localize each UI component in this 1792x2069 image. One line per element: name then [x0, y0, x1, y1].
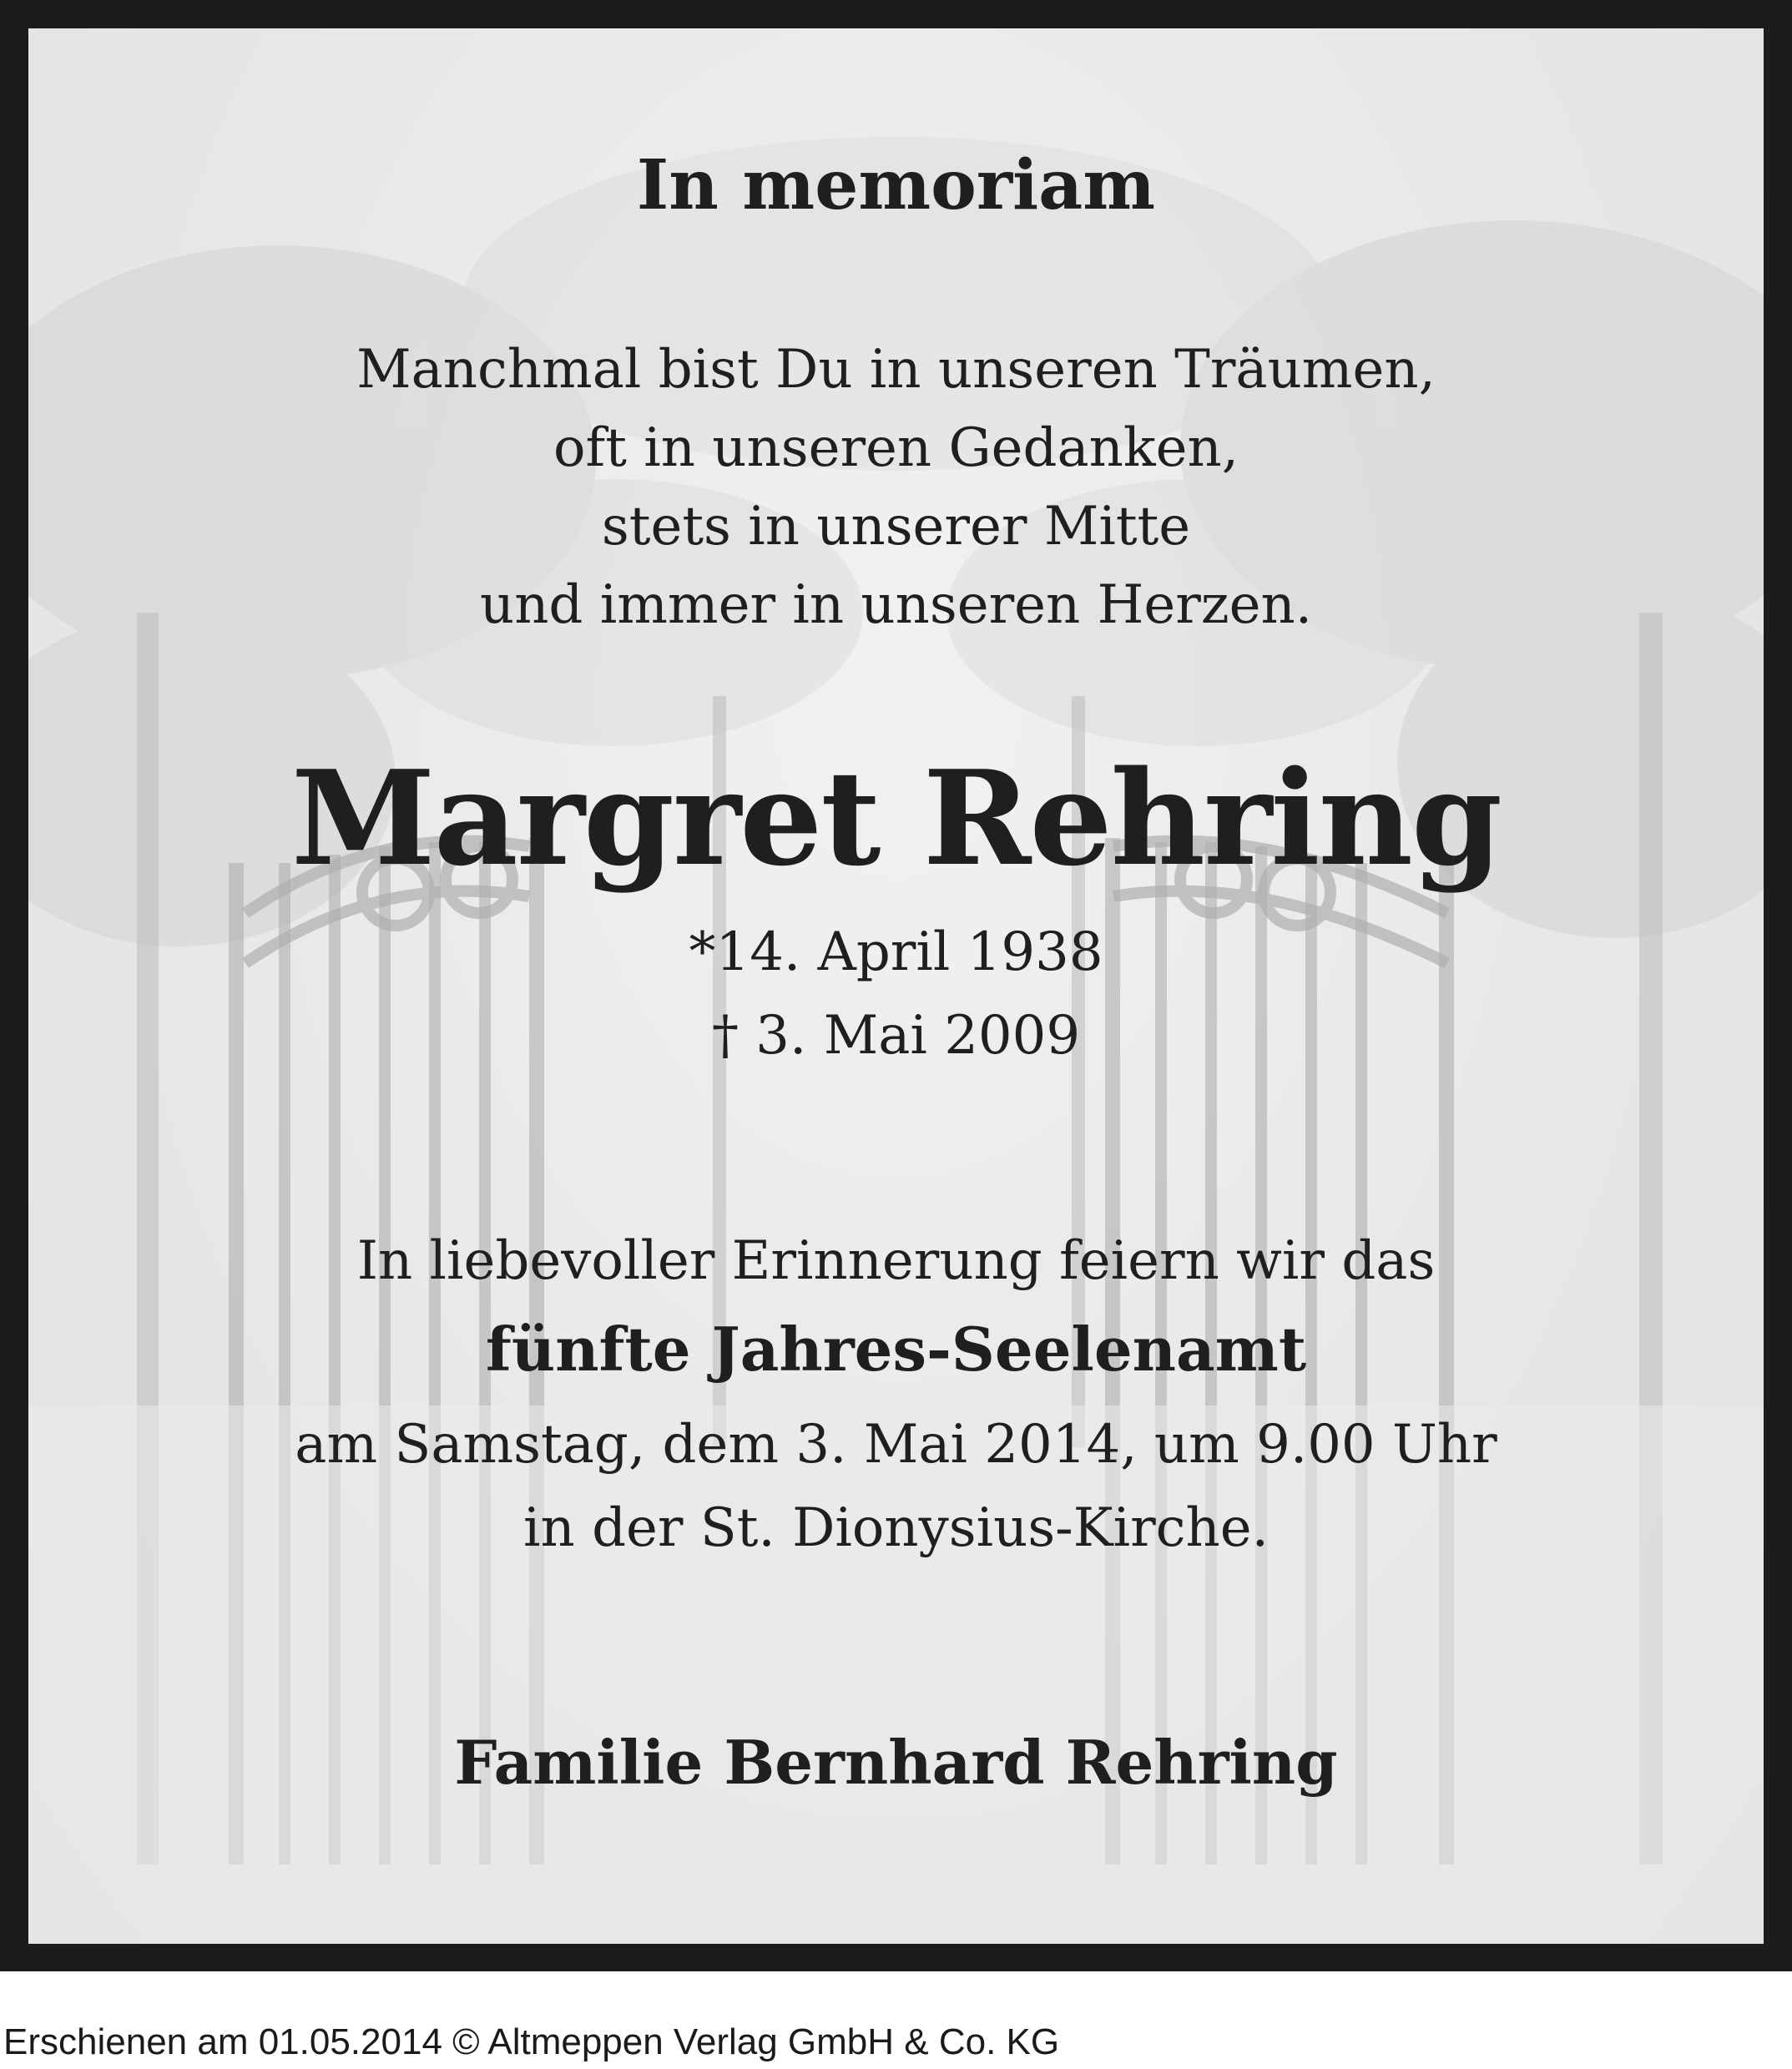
- poem-line-4: und immer in unseren Herzen.: [479, 574, 1313, 636]
- family-signature: Familie Bernhard Rehring: [454, 1727, 1338, 1798]
- poem-line-2: oft in unseren Gedanken,: [553, 417, 1239, 479]
- mass-date-time: am Samstag, dem 3. Mai 2014, um 9.00 Uhr: [295, 1414, 1497, 1476]
- heading: In memoriam: [636, 145, 1156, 225]
- publication-footer: Erschienen am 01.05.2014 © Altmeppen Verlag GmbH & Co. KG: [3, 2021, 1060, 2062]
- obituary-panel: [28, 28, 1764, 1944]
- poem-line-3: stets in unserer Mitte: [601, 496, 1191, 558]
- poem-line-1: Manchmal bist Du in unseren Träumen,: [356, 339, 1436, 401]
- mass-location: in der St. Dionysius-Kirche.: [523, 1497, 1269, 1559]
- birth-date: *14. April 1938: [689, 921, 1103, 983]
- remembrance-intro: In liebevoller Erinnerung feiern wir das: [356, 1230, 1436, 1292]
- cemetery-gate-background: [28, 28, 1764, 1944]
- deceased-name: Margret Rehring: [290, 742, 1502, 895]
- memorial-mass-title: fünfte Jahres-Seelenamt: [485, 1314, 1307, 1385]
- death-date: † 3. Mai 2009: [711, 1005, 1081, 1067]
